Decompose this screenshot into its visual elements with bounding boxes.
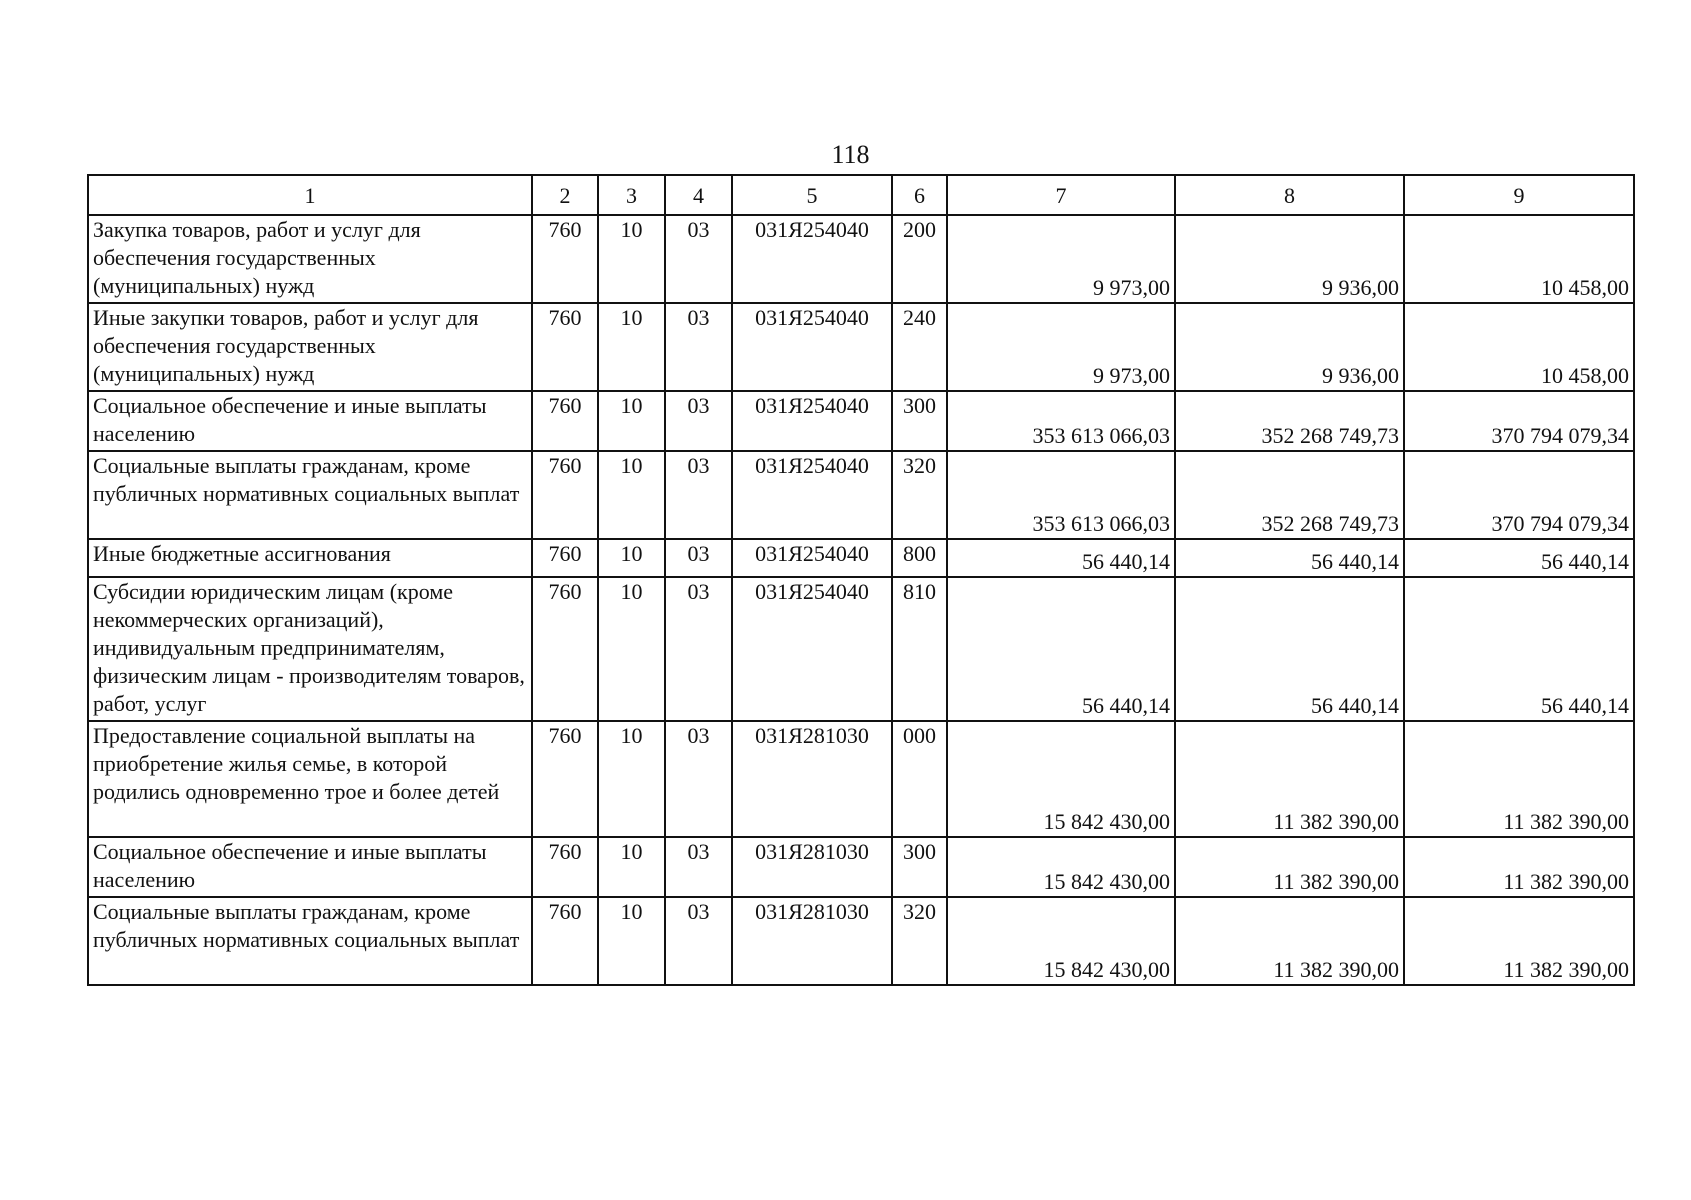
table-row [88,539,1634,577]
target-article-code: 031Я254040 [732,215,892,303]
expense-type-code: 000 [892,721,947,837]
table-row [88,215,1634,303]
section-code: 10 [598,539,665,577]
amount-col9: 11 382 390,00 [1404,721,1634,837]
subsection-code: 03 [665,451,732,539]
amount-col8: 11 382 390,00 [1175,837,1404,897]
table-row [88,303,1634,391]
amount-col7: 56 440,14 [947,539,1175,577]
target-article-code: 031Я254040 [732,303,892,391]
row-name: Социальные выплаты гражданам, кроме публичных нормативных социальных выплат [88,451,532,539]
amount-col9: 56 440,14 [1404,539,1634,577]
budget-table [87,174,1635,986]
target-article-code: 031Я254040 [732,539,892,577]
ministry-code: 760 [532,391,598,451]
target-article-code: 031Я281030 [732,897,892,985]
ministry-code: 760 [532,303,598,391]
column-header: 4 [665,175,732,215]
expense-type-code: 320 [892,897,947,985]
table-row [88,721,1634,837]
amount-col9: 370 794 079,34 [1404,451,1634,539]
amount-col9: 11 382 390,00 [1404,837,1634,897]
section-code: 10 [598,303,665,391]
subsection-code: 03 [665,539,732,577]
subsection-code: 03 [665,303,732,391]
amount-col8: 11 382 390,00 [1175,897,1404,985]
amount-col9: 370 794 079,34 [1404,391,1634,451]
section-code: 10 [598,451,665,539]
row-name: Иные бюджетные ассигнования [88,539,532,577]
header-row [88,175,1634,215]
subsection-code: 03 [665,577,732,721]
amount-col7: 353 613 066,03 [947,451,1175,539]
amount-col8: 9 936,00 [1175,303,1404,391]
expense-type-code: 240 [892,303,947,391]
ministry-code: 760 [532,577,598,721]
amount-col7: 15 842 430,00 [947,721,1175,837]
page-number: 118 [831,140,870,169]
row-name: Закупка товаров, работ и услуг для обеспечения государственных (муниципальных) нужд [88,215,532,303]
column-header: 5 [732,175,892,215]
ministry-code: 760 [532,897,598,985]
amount-col8: 56 440,14 [1175,539,1404,577]
subsection-code: 03 [665,215,732,303]
amount-col8: 11 382 390,00 [1175,721,1404,837]
section-code: 10 [598,577,665,721]
expense-type-code: 300 [892,391,947,451]
ministry-code: 760 [532,215,598,303]
expense-type-code: 810 [892,577,947,721]
row-name: Иные закупки товаров, работ и услуг для обеспечения государственных (муниципальных) нужд [88,303,532,391]
target-article-code: 031Я254040 [732,577,892,721]
section-code: 10 [598,215,665,303]
row-name: Социальное обеспечение и иные выплаты населению [88,837,532,897]
amount-col9: 11 382 390,00 [1404,897,1634,985]
column-header: 8 [1175,175,1404,215]
amount-col9: 10 458,00 [1404,215,1634,303]
column-header: 2 [532,175,598,215]
amount-col9: 56 440,14 [1404,577,1634,721]
amount-col7: 15 842 430,00 [947,897,1175,985]
subsection-code: 03 [665,897,732,985]
expense-type-code: 800 [892,539,947,577]
target-article-code: 031Я281030 [732,721,892,837]
table-row [88,391,1634,451]
subsection-code: 03 [665,837,732,897]
row-name: Субсидии юридическим лицам (кроме некоммерческих организаций), индивидуальным предпринимателям, физическим лицам - производителям товаров, работ, услуг [88,577,532,721]
expense-type-code: 300 [892,837,947,897]
ministry-code: 760 [532,539,598,577]
subsection-code: 03 [665,391,732,451]
ministry-code: 760 [532,837,598,897]
table-row [88,577,1634,721]
subsection-code: 03 [665,721,732,837]
ministry-code: 760 [532,451,598,539]
amount-col8: 352 268 749,73 [1175,391,1404,451]
target-article-code: 031Я281030 [732,837,892,897]
table-row [88,451,1634,539]
amount-col7: 9 973,00 [947,215,1175,303]
amount-col9: 10 458,00 [1404,303,1634,391]
table-row [88,897,1634,985]
section-code: 10 [598,837,665,897]
row-name: Социальное обеспечение и иные выплаты населению [88,391,532,451]
amount-col8: 56 440,14 [1175,577,1404,721]
target-article-code: 031Я254040 [732,451,892,539]
section-code: 10 [598,721,665,837]
amount-col7: 56 440,14 [947,577,1175,721]
row-name: Предоставление социальной выплаты на приобретение жилья семье, в которой родились одновременно трое и более детей [88,721,532,837]
section-code: 10 [598,391,665,451]
target-article-code: 031Я254040 [732,391,892,451]
column-header: 3 [598,175,665,215]
column-header: 7 [947,175,1175,215]
expense-type-code: 320 [892,451,947,539]
column-header: 9 [1404,175,1634,215]
section-code: 10 [598,897,665,985]
amount-col8: 352 268 749,73 [1175,451,1404,539]
column-header: 6 [892,175,947,215]
amount-col7: 15 842 430,00 [947,837,1175,897]
amount-col8: 9 936,00 [1175,215,1404,303]
expense-type-code: 200 [892,215,947,303]
amount-col7: 353 613 066,03 [947,391,1175,451]
ministry-code: 760 [532,721,598,837]
row-name: Социальные выплаты гражданам, кроме публичных нормативных социальных выплат [88,897,532,985]
amount-col7: 9 973,00 [947,303,1175,391]
column-header: 1 [88,175,532,215]
table-row [88,837,1634,897]
